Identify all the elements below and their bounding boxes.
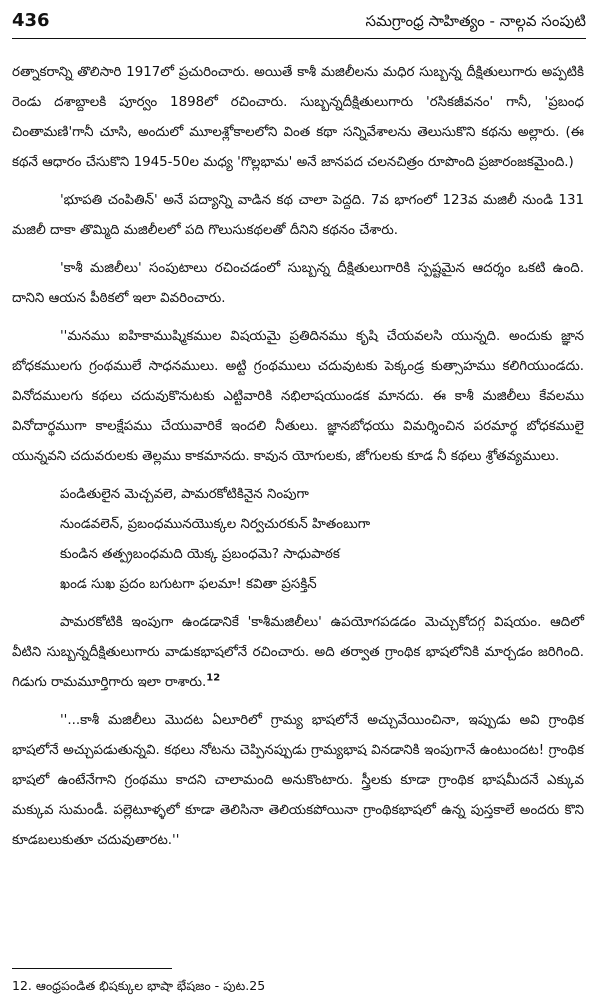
- paragraph-4-quote: ''మనము ఐహికాముష్మికముల విషయమై ప్రతిదినము కృషి చేయవలసి యున్నది. అందుకు జ్ఞాన బోధకములగు గ్రంథములే సాధనములు. అట్టి గ్రంథములు చదువుటకు పెక్కండ్ర కుత్సాహము కలిగియుండదు. వినోదములగు కథలు చదువుకొనుటకు ఎట్టివారికి నభిలాషయుండక మానదు. ఈ కాశీ మజిలీలు కేవలము వినోదార్థముగా కాలక్షేపము చేయువారికే ఇందలి నీతులు. జ్ఞానబోధయు విమర్శించిన పరమార్థ బోధకములై యున్నవని చదువరులకు తెల్లము కాకమానదు. కావున యోగులకు, జోగులకు కూడ నీ కథలు శ్రోతవ్యములు.: [12, 329, 584, 464]
- verse-block: [60, 480, 584, 600]
- verse-line: పండితులైన మెచ్చవలె, పామరకోటికినైన నింపుగా: [60, 487, 309, 502]
- footnote-divider: [12, 968, 172, 969]
- running-head: సమగ్రాంధ్ర సాహిత్యం - నాల్గవ సంపుటి: [365, 12, 586, 30]
- footnote: 12. ఆంధ్రపండిత భిషక్కుల భాషా భేషజం - పుట.25: [12, 978, 266, 993]
- verse-line: కుండిన తత్ప్రబంధమది యెక్క ప్రబంధమె? సాధుపాఠక: [60, 547, 340, 562]
- verse-line: నుండవలెన్, ప్రబంధమునయొక్కల నిర్వచురకున్ హితంబుగా: [60, 517, 371, 532]
- page-header: [12, 8, 586, 39]
- paragraph-2: 'భూపతి చంపితిన్' అనే పద్యాన్ని వాడిన కథ చాలా పెద్దది. 7వ భాగంలో 123వ మజిలీ నుండి 131 మజిలీ దాకా తొమ్మిది మజిలీలలో పది గొలుసుకథలతో దీనిని కథనం చేశారు.: [12, 193, 584, 238]
- paragraph-6-quote: ''...కాశీ మజిలీలు మొదట ఏలూరిలో గ్రామ్య భాషలోనే అచ్చువేయించినా, ఇప్పుడు అవి గ్రాంథిక భాషలోనే అచ్చుపడుతున్నవి. కథలు నోటను చెప్పినప్పుడు గ్రామ్యభాష వినడానికి ఇంపుగానే ఉంటుందట! గ్రాంథిక భాషలో ఉంటేనేగాని గ్రంథము కాదని చాలామంది అనుకొంటారు. స్త్రీలకు కూడా గ్రాంథిక భాషమీదనే ఎక్కువ మక్కువ సుమండీ. పల్లెటూళ్ళలో కూడా తెలిసినా తెలియకపోయినా గ్రాంథికభాషలో ఉన్న పుస్తకాలే అందరు కొని కూడబలుకుతూ చదువుతారట.'': [12, 713, 584, 848]
- verse-line: ఖండ సుఖ ప్రదం బగుటగా ఫలమా! కవితా ప్రసక్తిన్: [60, 577, 317, 592]
- paragraph-5-text: పామరకోటికి ఇంపుగా ఉండడానికే 'కాశీమజిలీలు' ఉపయోగపడడం మెచ్చుకోదగ్గ విషయం. ఆదిలో వీటిని సుబ్బన్నదీక్షితులుగారు వాడుకభాషలోనే రచించారు. అది తర్వాత గ్రాంథిక భాషలోనికి మార్చడం జరిగింది. గిడుగు రామమూర్తిగారు ఇలా రాశారు.: [12, 615, 584, 690]
- footnote-mark[interactable]: 12: [206, 672, 221, 684]
- body-text: [12, 58, 584, 864]
- paragraph-3: 'కాశీ మజిలీలు' సంపుటాలు రచించడంలో సుబ్బన్న దీక్షితులుగారికి స్పష్టమైన ఆదర్శం ఒకటి ఉంది. దానిని ఆయన పీఠికలో ఇలా వివరించారు.: [12, 261, 584, 306]
- paragraph-1: రత్నాకరాన్ని తొలిసారి 1917లో ప్రచురించారు. అయితే కాశీ మజిలీలను మధిర సుబ్బన్న దీక్షితులుగారు అప్పటికి రెండు దశాబ్దాలకి పూర్వం 1898లో రచించారు. సుబ్బన్నదీక్షితులుగారు 'రసికజీవనం' గానీ, 'ప్రబంధ చింతామణి'గానీ చూసి, అందులో మూలశ్లోకాలలోని వింత కథా సన్నివేశాలను తెలుసుకొని కథను అల్లారు. (ఈ కథనే ఆధారం చేసుకొని 1945-50ల మధ్య 'గొల్లభామ' అనే జానపద చలనచిత్రం రూపొంది ప్రజారంజకమైంది.): [12, 65, 584, 170]
- page-number: 436: [12, 10, 50, 31]
- paragraph-5: [12, 608, 584, 698]
